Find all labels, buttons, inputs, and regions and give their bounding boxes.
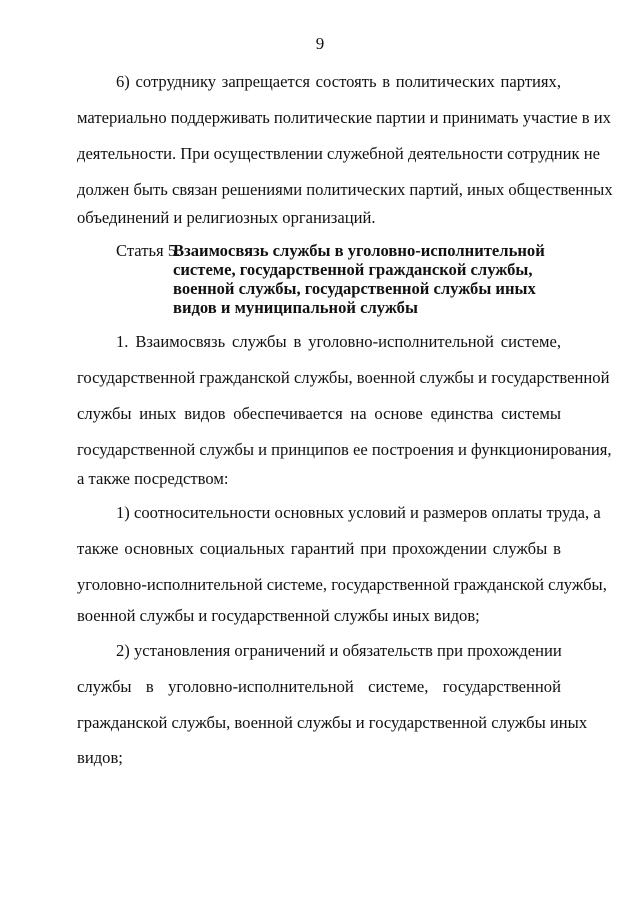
paragraph-line: материально поддерживать политические партии и принимать участие в их [77, 108, 611, 127]
paragraph-line: 1. Взаимосвязь службы в уголовно-исполнительной системе, [116, 332, 561, 351]
paragraph-line: 2) установления ограничений и обязательств при прохождении [116, 641, 562, 660]
paragraph-line: видов; [77, 748, 123, 767]
paragraph-line: 1) соотносительности основных условий и размеров оплаты труда, а [116, 503, 601, 522]
article-title-line: видов и муниципальной службы [173, 298, 418, 317]
paragraph-line: также основных социальных гарантий при прохождении службы в [77, 539, 561, 558]
article-title-line: Взаимосвязь службы в уголовно-исполнительной [173, 241, 545, 260]
paragraph-line: государственной гражданской службы, военной службы и государственной [77, 368, 610, 387]
page-number: 9 [315, 34, 325, 53]
paragraph-line: деятельности. При осуществлении служебной деятельности сотрудник не [77, 144, 600, 163]
paragraph-line: уголовно-исполнительной системе, государственной гражданской службы, [77, 575, 607, 594]
paragraph-line: а также посредством: [77, 469, 229, 488]
paragraph-line: гражданской службы, военной службы и государственной службы иных [77, 713, 588, 732]
paragraph-line: службы в уголовно-исполнительной системе, государственной [77, 677, 561, 696]
paragraph-line: службы иных видов обеспечивается на основе единства системы [77, 404, 561, 423]
paragraph-line: 6) сотруднику запрещается состоять в политических партиях, [116, 72, 561, 91]
paragraph-line: объединений и религиозных организаций. [77, 208, 376, 227]
paragraph-line: должен быть связан решениями политических партий, иных общественных [77, 180, 613, 199]
paragraph-line: военной службы и государственной службы иных видов; [77, 606, 480, 625]
article-title-line: системе, государственной гражданской службы, [173, 260, 533, 279]
article-title-line: военной службы, государственной службы иных [173, 279, 536, 298]
article-label: Статья 5. [116, 241, 181, 260]
paragraph-line: государственной службы и принципов ее построения и функционирования, [77, 440, 612, 459]
